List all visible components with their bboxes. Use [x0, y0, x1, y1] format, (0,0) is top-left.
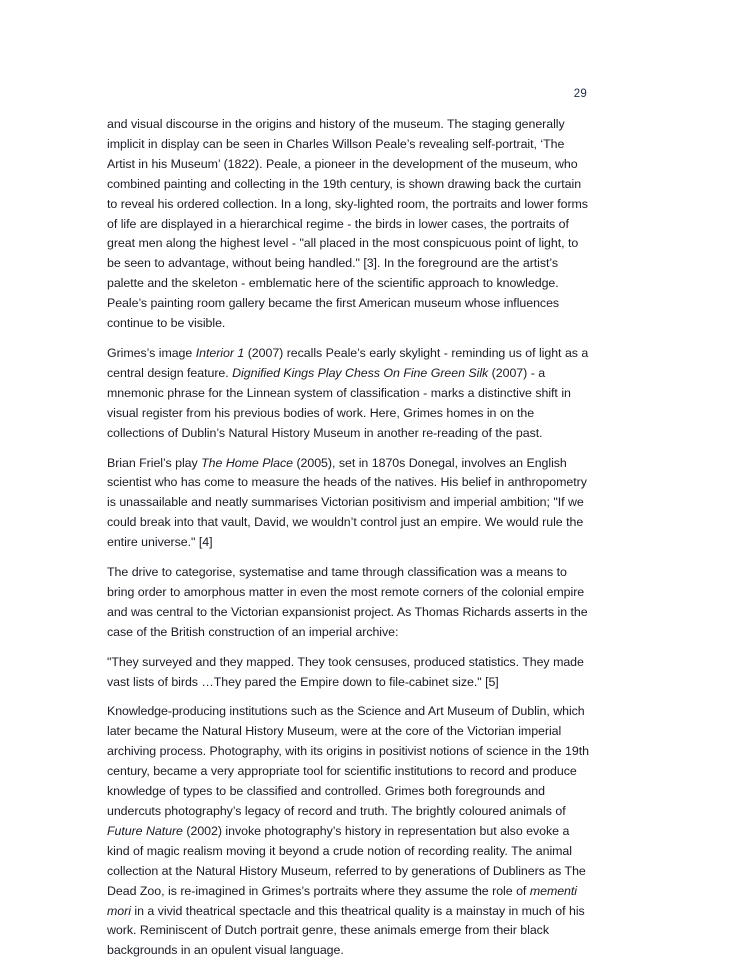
text-run: Brian Friel’s play: [107, 455, 202, 470]
text-run: Grimes’s image: [107, 345, 196, 360]
text-run: (2005), set in 1870s Donegal, involves an English scientist who has come to measure the heads of the natives. His belief in anthropometry is unassailable and neatly summarises Victorian positivism and imperial ambition; "If we could break into that vault, David, we wouldn’t control just an empire. We would rule the entire universe." [4]: [107, 455, 587, 550]
italic-title: mementi mori: [107, 883, 577, 918]
text-run: (2007) - a mnemonic phrase for the Linnean system of classification - marks a distinctive shift in visual register from his previous bodies of work. Here, Grimes homes in on the collections of Dublin’s Natural History Museum in another re-reading of the past.: [107, 365, 571, 440]
para-museum-staging: [107, 115, 589, 334]
para-grimes-interior: [107, 344, 589, 444]
italic-title: The Home Place: [201, 455, 293, 470]
para-richards-quote: [107, 653, 589, 693]
body-text-column: [107, 115, 589, 961]
page-number: 29: [573, 88, 587, 100]
text-run: and visual discourse in the origins and history of the museum. The staging generally implicit in display can be seen in Charles Willson Peale’s revealing self-portrait, ‘The Artist in his Museum’ (1822). Peale, a pioneer in the development of the museum, who combined painting and collecting in the 19th century, is shown drawing back the curtain to reveal his ordered collection. In a long, sky-lighted room, the portraits and lower forms of life are displayed in a hierarchical regime - the birds in lower cases, the portraits of great men along the highest level - "all placed in the most conspicuous point of light, to be seen to advantage, without being handled." [3]. In the foreground are the artist’s palette and the skeleton - emblematic here of the scientific approach to knowledge. Peale’s painting room gallery became the first American museum whose influences continue to be visible.: [107, 117, 588, 331]
text-run: Knowledge-producing institutions such as the Science and Art Museum of Dublin, which later became the Natural History Museum, were at the core of the Victorian imperial archiving process. Photography, with its origins in positivist notions of science in the 19th century, became a very appropriate tool for scientific institutions to record and produce knowledge of types to be classified and controlled. Grimes both foregrounds and undercuts photography’s legacy of record and truth. The brightly coloured animals of: [107, 704, 589, 818]
para-knowledge-institutions: [107, 702, 589, 961]
text-run: The drive to categorise, systematise and tame through classification was a means to bring order to amorphous matter in even the most remote corners of the colonial empire and was central to the Victorian expansionist project. As Thomas Richards asserts in the case of the British construction of an imperial archive:: [107, 565, 588, 639]
para-classification-drive: [107, 563, 589, 643]
italic-title: Dignified Kings Play Chess On Fine Green Silk: [232, 365, 489, 380]
text-run: in a vivid theatrical spectacle and this theatrical quality is a mainstay in much of his work. Reminiscent of Dutch portrait genre, these animals emerge from their black backgrounds in an opulent visual language.: [107, 903, 585, 958]
text-run: "They surveyed and they mapped. They took censuses, produced statistics. They made vast lists of birds …They pared the Empire down to file-cabinet size." [5]: [107, 654, 584, 689]
para-friel-home-place: [107, 454, 589, 554]
text-run: (2007) recalls Peale’s early skylight - reminding us of light as a central design feature.: [107, 345, 589, 380]
italic-title: Future Nature: [107, 823, 183, 838]
text-run: (2002) invoke photography’s history in representation but also evoke a kind of magic realism moving it beyond a crude notion of recording reality. The animal collection at the Natural History Museum, referred to by generations of Dubliners as The Dead Zoo, is re-imagined in Grimes’s portraits where they assume the role of: [107, 823, 586, 898]
italic-title: Interior 1: [195, 345, 245, 360]
